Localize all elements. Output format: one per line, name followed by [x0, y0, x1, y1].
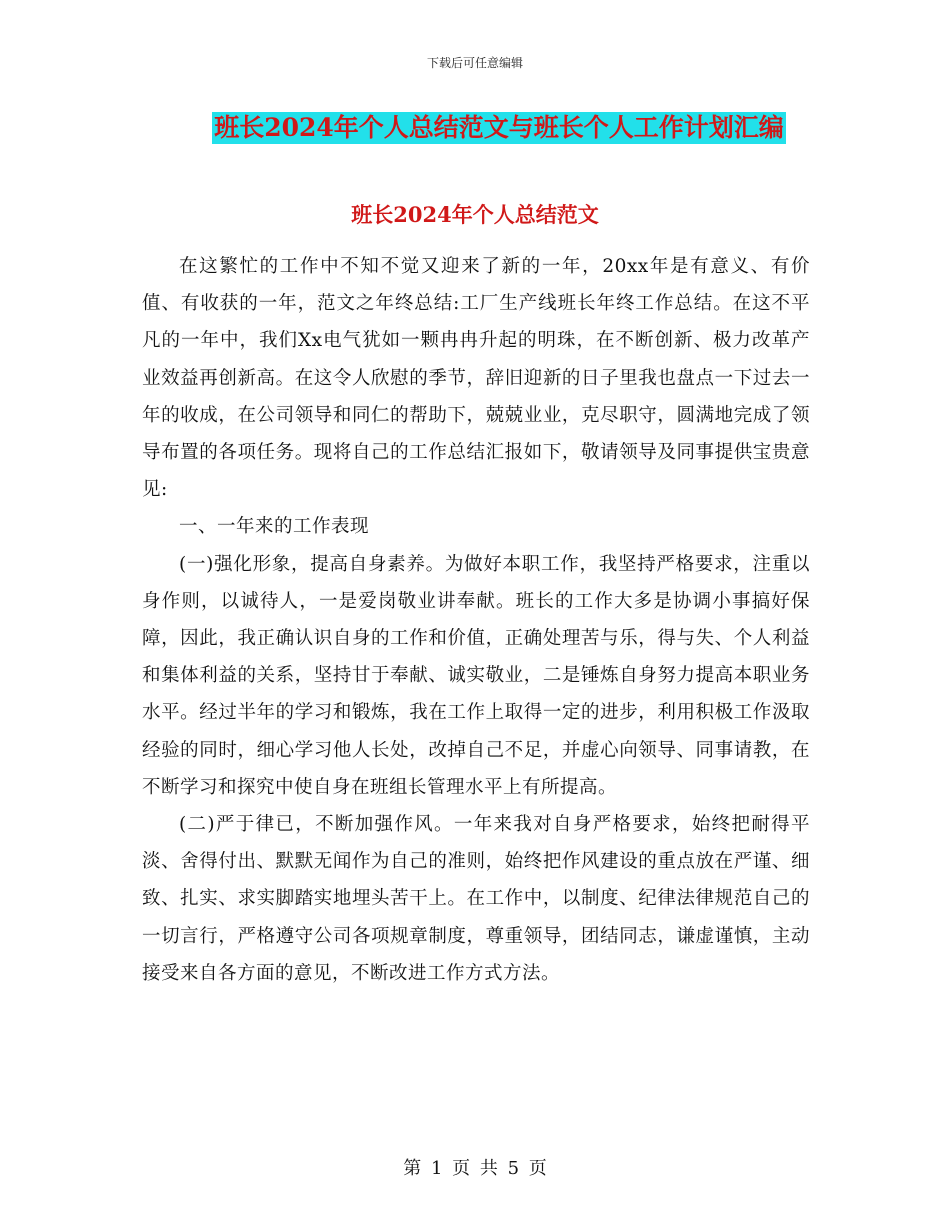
paragraph-section-2: (二)严于律已，不断加强作风。一年来我对自身严格要求，始终把耐得平淡、舍得付出、默默无闻作为自己的准则，始终把作风建设的重点放在严谨、细致、扎实、求实脚踏实地埋头苦干上。在工作中，以制度、纪律法律规范自己的一切言行，严格遵守公司各项规章制度，尊重领导，团结同志，谦虚谨慎，主动接受来自各方面的意见，不断改进工作方式方法。 [142, 814, 810, 984]
paragraph-section-1: (一)强化形象，提高自身素养。为做好本职工作，我坚持严格要求，注重以身作则，以诚待人，一是爱岗敬业讲奉献。班长的工作大多是协调小事搞好保障，因此，我正确认识自身的工作和价值，正确处理苦与乐，得与失、个人利益和集体利益的关系，坚持甘于奉献、诚实敬业，二是锤炼自身努力提高本职业务水平。经过半年的学习和锻炼，我在工作上取得一定的进步，利用积极工作汲取经验的同时，细心学习他人长处，改掉自己不足，并虚心向领导、同事请教，在不断学习和探究中使自身在班组长管理水平上有所提高。 [142, 553, 810, 798]
page-number: 第 1 页 共 5 页 [403, 1158, 547, 1179]
document-body [142, 248, 810, 992]
header-note: 下载后可任意编辑 [426, 56, 523, 70]
main-title: 班长2024年个人总结范文与班长个人工作计划汇编 [214, 113, 784, 142]
section-title: 班长2024年个人总结范文 [351, 202, 599, 227]
main-title-container [0, 112, 950, 144]
paragraph-intro: 在这繁忙的工作中不知不觉又迎来了新的一年，20xx年是有意义、有价值、有收获的一年，范文之年终总结:工厂生产线班长年终工作总结。在这不平凡的一年中，我们Xx电气犹如一颗冉冉升起的明珠，在不断创新、极力改革产业效益再创新高。在这令人欣慰的季节，辞旧迎新的日子里我也盘点一下过去一年的收成，在公司领导和同仁的帮助下，兢兢业业，克尽职守，圆满地完成了领导布置的各项任务。现将自己的工作总结汇报如下，敬请领导及同事提供宝贵意见: [142, 256, 810, 501]
paragraph-heading-1: 一、一年来的工作表现 [179, 516, 370, 538]
